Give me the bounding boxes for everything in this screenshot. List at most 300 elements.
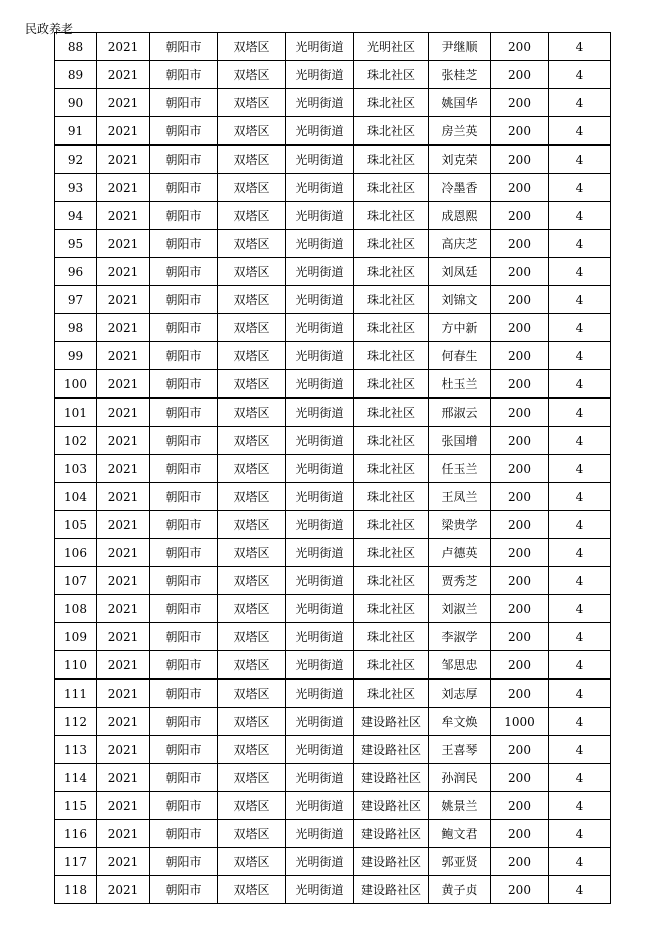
table-row	[55, 145, 611, 174]
city-cell: 朝阳市	[150, 848, 218, 876]
serial-cell: 111	[55, 679, 97, 708]
count-cell: 4	[549, 398, 611, 427]
district-cell: 双塔区	[218, 398, 286, 427]
city-cell: 朝阳市	[150, 483, 218, 511]
count-cell: 4	[549, 483, 611, 511]
serial-cell: 104	[55, 483, 97, 511]
year-cell: 2021	[97, 539, 150, 567]
district-cell: 双塔区	[218, 230, 286, 258]
count-cell: 4	[549, 33, 611, 61]
count-cell: 4	[549, 539, 611, 567]
city-cell: 朝阳市	[150, 651, 218, 680]
amount-cell: 200	[491, 848, 549, 876]
count-cell: 4	[549, 848, 611, 876]
city-cell: 朝阳市	[150, 679, 218, 708]
city-cell: 朝阳市	[150, 174, 218, 202]
city-cell: 朝阳市	[150, 258, 218, 286]
community-cell: 珠北社区	[354, 511, 429, 539]
year-cell: 2021	[97, 61, 150, 89]
serial-cell: 99	[55, 342, 97, 370]
name-cell: 牟文焕	[429, 708, 491, 736]
count-cell: 4	[549, 736, 611, 764]
table-row	[55, 736, 611, 764]
table-row	[55, 33, 611, 61]
name-cell: 邹思忠	[429, 651, 491, 680]
amount-cell: 200	[491, 483, 549, 511]
table-row	[55, 61, 611, 89]
serial-cell: 89	[55, 61, 97, 89]
community-cell: 珠北社区	[354, 370, 429, 399]
street-cell: 光明街道	[286, 174, 354, 202]
year-cell: 2021	[97, 820, 150, 848]
street-cell: 光明街道	[286, 427, 354, 455]
count-cell: 4	[549, 89, 611, 117]
name-cell: 何春生	[429, 342, 491, 370]
serial-cell: 94	[55, 202, 97, 230]
community-cell: 光明社区	[354, 33, 429, 61]
district-cell: 双塔区	[218, 736, 286, 764]
community-cell: 建设路社区	[354, 848, 429, 876]
name-cell: 冷墨香	[429, 174, 491, 202]
district-cell: 双塔区	[218, 314, 286, 342]
street-cell: 光明街道	[286, 202, 354, 230]
community-cell: 建设路社区	[354, 820, 429, 848]
table-row	[55, 876, 611, 904]
serial-cell: 116	[55, 820, 97, 848]
roster-table	[54, 32, 611, 904]
serial-cell: 113	[55, 736, 97, 764]
community-cell: 珠北社区	[354, 286, 429, 314]
community-cell: 珠北社区	[354, 427, 429, 455]
street-cell: 光明街道	[286, 595, 354, 623]
city-cell: 朝阳市	[150, 567, 218, 595]
street-cell: 光明街道	[286, 764, 354, 792]
street-cell: 光明街道	[286, 370, 354, 399]
city-cell: 朝阳市	[150, 736, 218, 764]
year-cell: 2021	[97, 792, 150, 820]
serial-cell: 97	[55, 286, 97, 314]
city-cell: 朝阳市	[150, 342, 218, 370]
street-cell: 光明街道	[286, 876, 354, 904]
district-cell: 双塔区	[218, 117, 286, 146]
city-cell: 朝阳市	[150, 792, 218, 820]
city-cell: 朝阳市	[150, 511, 218, 539]
name-cell: 姚景兰	[429, 792, 491, 820]
count-cell: 4	[549, 230, 611, 258]
community-cell: 珠北社区	[354, 258, 429, 286]
count-cell: 4	[549, 258, 611, 286]
street-cell: 光明街道	[286, 511, 354, 539]
street-cell: 光明街道	[286, 314, 354, 342]
serial-cell: 112	[55, 708, 97, 736]
name-cell: 黄子贞	[429, 876, 491, 904]
city-cell: 朝阳市	[150, 595, 218, 623]
name-cell: 王喜琴	[429, 736, 491, 764]
city-cell: 朝阳市	[150, 314, 218, 342]
count-cell: 4	[549, 820, 611, 848]
name-cell: 邢淑云	[429, 398, 491, 427]
count-cell: 4	[549, 567, 611, 595]
serial-cell: 106	[55, 539, 97, 567]
year-cell: 2021	[97, 117, 150, 146]
street-cell: 光明街道	[286, 792, 354, 820]
name-cell: 尹继顺	[429, 33, 491, 61]
amount-cell: 200	[491, 595, 549, 623]
year-cell: 2021	[97, 342, 150, 370]
name-cell: 张国增	[429, 427, 491, 455]
amount-cell: 200	[491, 679, 549, 708]
year-cell: 2021	[97, 455, 150, 483]
serial-cell: 110	[55, 651, 97, 680]
name-cell: 张桂芝	[429, 61, 491, 89]
city-cell: 朝阳市	[150, 286, 218, 314]
count-cell: 4	[549, 595, 611, 623]
district-cell: 双塔区	[218, 708, 286, 736]
table-row	[55, 286, 611, 314]
table-row	[55, 651, 611, 680]
community-cell: 珠北社区	[354, 202, 429, 230]
table-row	[55, 792, 611, 820]
serial-cell: 103	[55, 455, 97, 483]
year-cell: 2021	[97, 679, 150, 708]
community-cell: 珠北社区	[354, 539, 429, 567]
name-cell: 刘锦文	[429, 286, 491, 314]
community-cell: 建设路社区	[354, 764, 429, 792]
city-cell: 朝阳市	[150, 61, 218, 89]
count-cell: 4	[549, 314, 611, 342]
amount-cell: 200	[491, 736, 549, 764]
count-cell: 4	[549, 679, 611, 708]
community-cell: 珠北社区	[354, 314, 429, 342]
year-cell: 2021	[97, 33, 150, 61]
year-cell: 2021	[97, 511, 150, 539]
year-cell: 2021	[97, 567, 150, 595]
district-cell: 双塔区	[218, 764, 286, 792]
table-row	[55, 230, 611, 258]
street-cell: 光明街道	[286, 89, 354, 117]
serial-cell: 107	[55, 567, 97, 595]
serial-cell: 114	[55, 764, 97, 792]
roster-table-body	[55, 33, 611, 904]
year-cell: 2021	[97, 876, 150, 904]
district-cell: 双塔区	[218, 623, 286, 651]
table-row	[55, 174, 611, 202]
table-row	[55, 708, 611, 736]
year-cell: 2021	[97, 848, 150, 876]
street-cell: 光明街道	[286, 117, 354, 146]
street-cell: 光明街道	[286, 567, 354, 595]
count-cell: 4	[549, 342, 611, 370]
amount-cell: 200	[491, 61, 549, 89]
year-cell: 2021	[97, 230, 150, 258]
street-cell: 光明街道	[286, 483, 354, 511]
count-cell: 4	[549, 792, 611, 820]
count-cell: 4	[549, 202, 611, 230]
street-cell: 光明街道	[286, 820, 354, 848]
city-cell: 朝阳市	[150, 89, 218, 117]
year-cell: 2021	[97, 708, 150, 736]
street-cell: 光明街道	[286, 539, 354, 567]
amount-cell: 200	[491, 651, 549, 680]
serial-cell: 88	[55, 33, 97, 61]
serial-cell: 100	[55, 370, 97, 399]
street-cell: 光明街道	[286, 651, 354, 680]
count-cell: 4	[549, 623, 611, 651]
amount-cell: 1000	[491, 708, 549, 736]
count-cell: 4	[549, 455, 611, 483]
name-cell: 郭亚贤	[429, 848, 491, 876]
community-cell: 珠北社区	[354, 483, 429, 511]
amount-cell: 200	[491, 258, 549, 286]
count-cell: 4	[549, 764, 611, 792]
serial-cell: 102	[55, 427, 97, 455]
district-cell: 双塔区	[218, 342, 286, 370]
page-header-label: 民政养老	[25, 22, 74, 36]
community-cell: 珠北社区	[354, 117, 429, 146]
city-cell: 朝阳市	[150, 117, 218, 146]
amount-cell: 200	[491, 820, 549, 848]
name-cell: 刘淑兰	[429, 595, 491, 623]
amount-cell: 200	[491, 286, 549, 314]
district-cell: 双塔区	[218, 567, 286, 595]
table-row	[55, 511, 611, 539]
street-cell: 光明街道	[286, 736, 354, 764]
table-row	[55, 202, 611, 230]
community-cell: 建设路社区	[354, 736, 429, 764]
street-cell: 光明街道	[286, 708, 354, 736]
community-cell: 珠北社区	[354, 455, 429, 483]
serial-cell: 91	[55, 117, 97, 146]
district-cell: 双塔区	[218, 511, 286, 539]
street-cell: 光明街道	[286, 230, 354, 258]
count-cell: 4	[549, 61, 611, 89]
city-cell: 朝阳市	[150, 876, 218, 904]
district-cell: 双塔区	[218, 286, 286, 314]
count-cell: 4	[549, 651, 611, 680]
community-cell: 珠北社区	[354, 342, 429, 370]
table-row	[55, 848, 611, 876]
table-row	[55, 483, 611, 511]
city-cell: 朝阳市	[150, 623, 218, 651]
city-cell: 朝阳市	[150, 370, 218, 399]
community-cell: 珠北社区	[354, 61, 429, 89]
table-row	[55, 567, 611, 595]
serial-cell: 95	[55, 230, 97, 258]
street-cell: 光明街道	[286, 258, 354, 286]
street-cell: 光明街道	[286, 342, 354, 370]
serial-cell: 109	[55, 623, 97, 651]
name-cell: 孙润民	[429, 764, 491, 792]
name-cell: 方中新	[429, 314, 491, 342]
amount-cell: 200	[491, 89, 549, 117]
community-cell: 珠北社区	[354, 174, 429, 202]
city-cell: 朝阳市	[150, 145, 218, 174]
name-cell: 房兰英	[429, 117, 491, 146]
district-cell: 双塔区	[218, 89, 286, 117]
table-row	[55, 370, 611, 399]
street-cell: 光明街道	[286, 286, 354, 314]
count-cell: 4	[549, 708, 611, 736]
amount-cell: 200	[491, 455, 549, 483]
amount-cell: 200	[491, 117, 549, 146]
name-cell: 刘志厚	[429, 679, 491, 708]
community-cell: 珠北社区	[354, 595, 429, 623]
district-cell: 双塔区	[218, 792, 286, 820]
name-cell: 李淑学	[429, 623, 491, 651]
community-cell: 珠北社区	[354, 398, 429, 427]
serial-cell: 96	[55, 258, 97, 286]
count-cell: 4	[549, 370, 611, 399]
name-cell: 王凤兰	[429, 483, 491, 511]
year-cell: 2021	[97, 174, 150, 202]
amount-cell: 200	[491, 145, 549, 174]
street-cell: 光明街道	[286, 848, 354, 876]
year-cell: 2021	[97, 286, 150, 314]
serial-cell: 90	[55, 89, 97, 117]
year-cell: 2021	[97, 595, 150, 623]
year-cell: 2021	[97, 145, 150, 174]
year-cell: 2021	[97, 202, 150, 230]
community-cell: 珠北社区	[354, 145, 429, 174]
table-row	[55, 455, 611, 483]
district-cell: 双塔区	[218, 370, 286, 399]
city-cell: 朝阳市	[150, 230, 218, 258]
district-cell: 双塔区	[218, 848, 286, 876]
district-cell: 双塔区	[218, 483, 286, 511]
serial-cell: 101	[55, 398, 97, 427]
table-row	[55, 258, 611, 286]
district-cell: 双塔区	[218, 539, 286, 567]
street-cell: 光明街道	[286, 623, 354, 651]
year-cell: 2021	[97, 89, 150, 117]
street-cell: 光明街道	[286, 61, 354, 89]
name-cell: 高庆芝	[429, 230, 491, 258]
serial-cell: 105	[55, 511, 97, 539]
amount-cell: 200	[491, 370, 549, 399]
name-cell: 卢德英	[429, 539, 491, 567]
community-cell: 建设路社区	[354, 708, 429, 736]
count-cell: 4	[549, 427, 611, 455]
community-cell: 珠北社区	[354, 623, 429, 651]
amount-cell: 200	[491, 511, 549, 539]
year-cell: 2021	[97, 483, 150, 511]
district-cell: 双塔区	[218, 145, 286, 174]
table-row	[55, 595, 611, 623]
name-cell: 任玉兰	[429, 455, 491, 483]
count-cell: 4	[549, 876, 611, 904]
table-row	[55, 398, 611, 427]
amount-cell: 200	[491, 202, 549, 230]
city-cell: 朝阳市	[150, 708, 218, 736]
community-cell: 建设路社区	[354, 792, 429, 820]
street-cell: 光明街道	[286, 33, 354, 61]
city-cell: 朝阳市	[150, 820, 218, 848]
city-cell: 朝阳市	[150, 427, 218, 455]
district-cell: 双塔区	[218, 202, 286, 230]
name-cell: 杜玉兰	[429, 370, 491, 399]
name-cell: 刘克荣	[429, 145, 491, 174]
year-cell: 2021	[97, 764, 150, 792]
amount-cell: 200	[491, 427, 549, 455]
community-cell: 珠北社区	[354, 567, 429, 595]
table-row	[55, 89, 611, 117]
city-cell: 朝阳市	[150, 202, 218, 230]
table-row	[55, 314, 611, 342]
amount-cell: 200	[491, 314, 549, 342]
count-cell: 4	[549, 511, 611, 539]
amount-cell: 200	[491, 567, 549, 595]
district-cell: 双塔区	[218, 427, 286, 455]
amount-cell: 200	[491, 174, 549, 202]
name-cell: 鲍文君	[429, 820, 491, 848]
name-cell: 贾秀芝	[429, 567, 491, 595]
city-cell: 朝阳市	[150, 398, 218, 427]
district-cell: 双塔区	[218, 679, 286, 708]
amount-cell: 200	[491, 623, 549, 651]
year-cell: 2021	[97, 258, 150, 286]
amount-cell: 200	[491, 342, 549, 370]
street-cell: 光明街道	[286, 679, 354, 708]
name-cell: 梁贵学	[429, 511, 491, 539]
year-cell: 2021	[97, 314, 150, 342]
table-row	[55, 764, 611, 792]
count-cell: 4	[549, 117, 611, 146]
year-cell: 2021	[97, 370, 150, 399]
table-row	[55, 427, 611, 455]
year-cell: 2021	[97, 736, 150, 764]
district-cell: 双塔区	[218, 820, 286, 848]
city-cell: 朝阳市	[150, 764, 218, 792]
year-cell: 2021	[97, 651, 150, 680]
table-row	[55, 342, 611, 370]
district-cell: 双塔区	[218, 651, 286, 680]
district-cell: 双塔区	[218, 455, 286, 483]
community-cell: 珠北社区	[354, 89, 429, 117]
amount-cell: 200	[491, 230, 549, 258]
serial-cell: 117	[55, 848, 97, 876]
serial-cell: 98	[55, 314, 97, 342]
district-cell: 双塔区	[218, 876, 286, 904]
amount-cell: 200	[491, 33, 549, 61]
name-cell: 姚国华	[429, 89, 491, 117]
serial-cell: 108	[55, 595, 97, 623]
district-cell: 双塔区	[218, 61, 286, 89]
district-cell: 双塔区	[218, 258, 286, 286]
city-cell: 朝阳市	[150, 455, 218, 483]
community-cell: 建设路社区	[354, 876, 429, 904]
community-cell: 珠北社区	[354, 230, 429, 258]
street-cell: 光明街道	[286, 398, 354, 427]
community-cell: 珠北社区	[354, 651, 429, 680]
name-cell: 刘凤廷	[429, 258, 491, 286]
count-cell: 4	[549, 286, 611, 314]
amount-cell: 200	[491, 792, 549, 820]
amount-cell: 200	[491, 398, 549, 427]
district-cell: 双塔区	[218, 595, 286, 623]
city-cell: 朝阳市	[150, 539, 218, 567]
city-cell: 朝阳市	[150, 33, 218, 61]
table-row	[55, 679, 611, 708]
table-row	[55, 117, 611, 146]
count-cell: 4	[549, 145, 611, 174]
amount-cell: 200	[491, 876, 549, 904]
street-cell: 光明街道	[286, 145, 354, 174]
serial-cell: 93	[55, 174, 97, 202]
name-cell: 成恩熙	[429, 202, 491, 230]
street-cell: 光明街道	[286, 455, 354, 483]
district-cell: 双塔区	[218, 174, 286, 202]
table-row	[55, 623, 611, 651]
